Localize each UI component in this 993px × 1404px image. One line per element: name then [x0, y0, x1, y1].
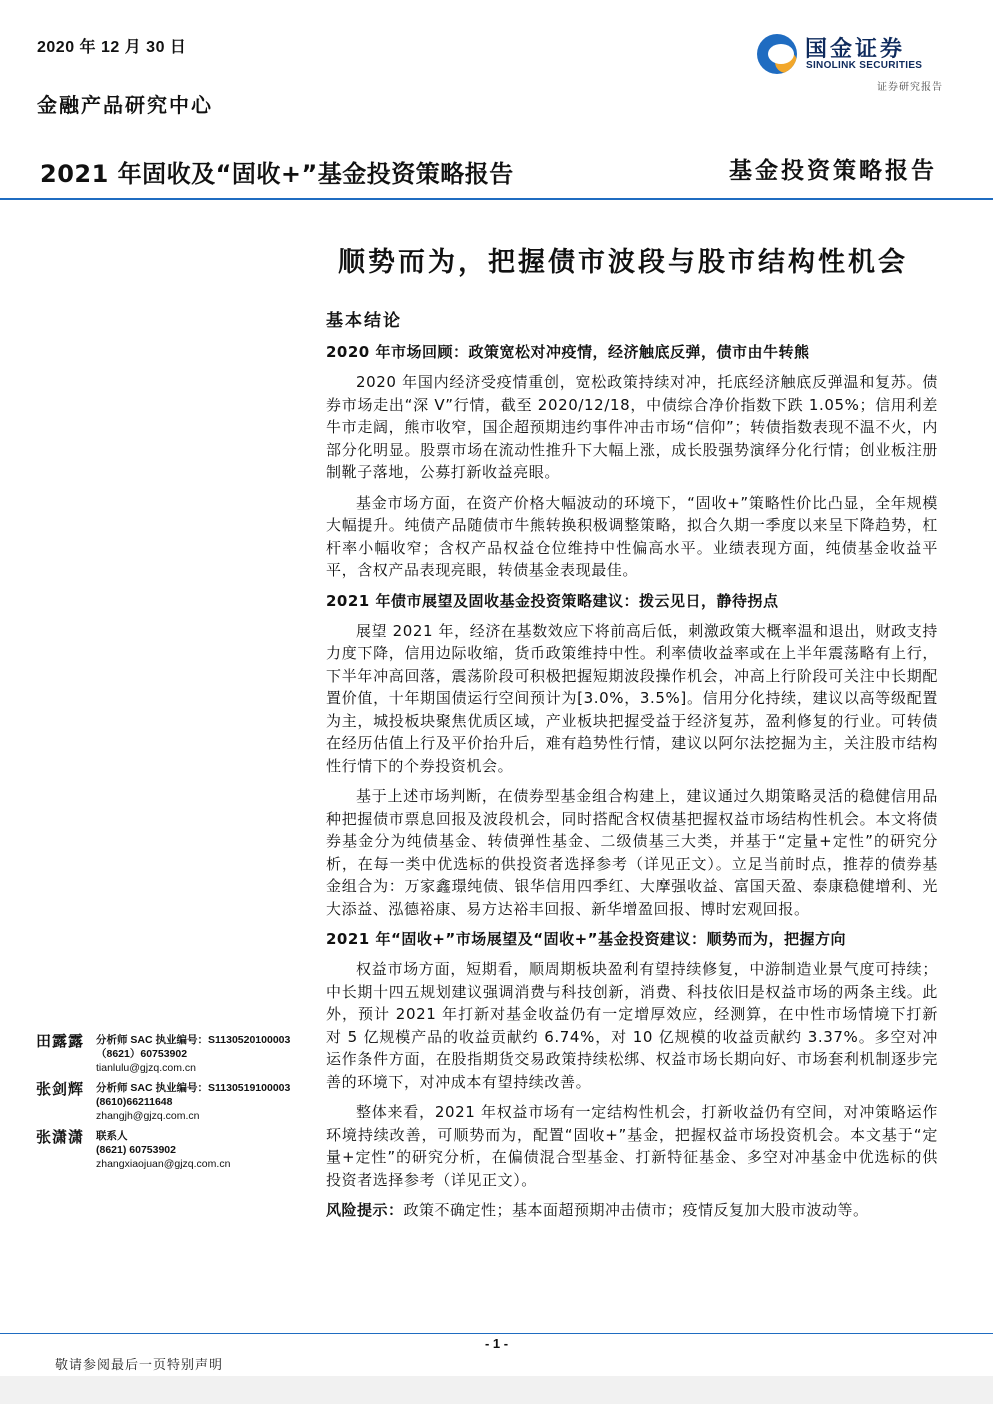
analyst-phone: (8621) 60753902 [96, 1144, 176, 1156]
analyst-phone: (8610)66211648 [96, 1096, 173, 1108]
subheading-bond-outlook: 2021 年债市展望及固收基金投资策略建议：拨云见日，静待拐点 [326, 591, 779, 610]
paragraph: 整体来看，2021 年权益市场有一定结构性机会，打新收益仍有空间，对冲策略运作环境持续改善，可顺势而为，配置“固收+”基金，把握权益市场投资机会。本文基于“定量+定性”的研究分析，在偏债混合型基金、打新特征基金、多空对冲基金中优选标的供投资者选择参考（详见正文）。 [326, 1103, 938, 1189]
paragraph: 基金市场方面，在资产价格大幅波动的环境下，“固收+”策略性价比凸显，全年规模大幅提升。纯债产品随债市牛熊转换积极调整策略，拟合久期一季度以来呈下降趋势，杠杆率小幅收窄；含权产品权益仓位维持中性偏高水平。业绩表现方面，纯债基金收益平平，含权产品表现亮眼，转债基金表现最佳。 [326, 493, 938, 579]
logo-english-name: SINOLINK SECURITIES [806, 60, 923, 71]
main-content [326, 306, 938, 1221]
subheading-fixed-income-plus: 2021 年“固收+”市场展望及“固收+”基金投资建议：顺势而为，把握方向 [326, 930, 847, 948]
report-type: 基金投资策略报告 [729, 158, 937, 184]
logo-subtitle: 证券研究报告 [877, 82, 943, 93]
analyst-email[interactable]: zhangxiaojuan@gjzq.com.cn [96, 1158, 231, 1170]
analyst-role: 联系人 [96, 1130, 128, 1142]
research-center: 金融产品研究中心 [37, 93, 213, 117]
paragraph: 2020 年国内经济受疫情重创，宽松政策持续对冲，托底经济触底反弹温和复苏。债券市场走出“深 V”行情，截至 2020/12/18，中债综合净价指数下跌 1.05%；信用利差牛市走阔，熊市收窄，国企超预期违约事件冲击市场“信仰”；转债指数表现不温不火，内部分化明显。股票市场在流动性推升下大幅上涨，成长股强势演绎分化行情；创业板注册制靴子落地，公募打新收益亮眼。 [326, 373, 938, 481]
analyst-email[interactable]: zhangjh@gjzq.com.cn [96, 1110, 200, 1122]
paragraph: 基于上述市场判断，在债券型基金组合构建上，建议通过久期策略灵活的稳健信用品种把握债市票息回报及波段机会，同时搭配含权债基把握权益市场结构性机会。本文将债券基金分为纯债基金、转债弹性基金、二级债基三大类，并基于“定量+定性”的研究分析，在每一类中优选标的供投资者选择参考（详见正文）。立足当前时点，推荐的债券基金组合为：万家鑫璟纯债、银华信用四季红、大摩强收益、富国天盈、泰康稳健增利、光大添益、泓德裕康、易方达裕丰回报、新华增盈回报、博时宏观回报。 [326, 787, 938, 918]
analyst-phone: （8621）60753902 [96, 1048, 188, 1060]
page-number: - 1 - [484, 1336, 509, 1351]
analyst-entry [36, 1126, 306, 1174]
risk-warning [326, 1199, 938, 1221]
logo-chinese-name: 国金证券 [805, 37, 906, 62]
analyst-credential: 分析师 SAC 执业编号：S1130520100003 [96, 1034, 291, 1046]
analyst-email[interactable]: tianlulu@gjzq.com.cn [96, 1062, 196, 1074]
paragraph: 展望 2021 年，经济在基数效应下将前高后低，刺激政策大概率温和退出，财政支持力度下降，信用边际收缩，货币政策维持中性。利率债收益率或在上半年震荡略有上行，下半年冲高回落，震荡阶段可积极把握短期波段操作机会，冲高上行阶段可关注中长期配置价值，十年期国债运行空间预计为[3.0%，3.5%]。信用分化持续，建议以高等级配置为主，城投板块聚焦优质区域，产业板块把握受益于经济复苏，盈利修复的行业。可转债在经历估值上行及平价抬升后，难有趋势性行情，建议以阿尔法挖掘为主，关注股市结构性行情下的个券投资机会。 [326, 621, 938, 775]
risk-label: 风险提示： [326, 1201, 404, 1219]
analyst-entry [36, 1078, 306, 1126]
footer-band [0, 1376, 993, 1404]
subheading-market-review: 2020 年市场回顾：政策宽松对冲疫情，经济触底反弹，债市由牛转熊 [326, 343, 810, 361]
analyst-name: 张剑辉 [36, 1080, 85, 1098]
section-title: 基本结论 [326, 311, 402, 331]
risk-text: 政策不确定性；基本面超预期冲击债市；疫情反复加大股市波动等。 [403, 1201, 869, 1219]
paragraph: 权益市场方面，短期看，顺周期板块盈利有望持续修复，中游制造业景气度可持续；中长期十四五规划建议强调消费与科技创新，消费、科技依旧是权益市场的两条主线。此外，预计 2021 年打新对基金收益仍有一定增厚效应，经测算，在中性市场情境下打新对 5 亿规模产品的收益贡献约 6.74%，对 10 亿规模的收益贡献约 3.37%。多空对冲运作条件方面，在股指期货交易政策持续松绑、权益市场长期向好、市场套利机制逐步完善的环境下，对冲成本有望持续改善。 [326, 960, 938, 1091]
footer-divider [0, 1333, 993, 1334]
company-logo [757, 34, 947, 94]
analyst-name: 张潇潇 [36, 1128, 85, 1146]
report-date: 2020 年 12 月 30 日 [37, 39, 187, 56]
analyst-entry [36, 1030, 306, 1078]
analyst-name: 田露露 [36, 1032, 85, 1050]
footer-disclaimer-note: 敬请参阅最后一页特别声明 [55, 1358, 224, 1373]
analyst-list [36, 1030, 306, 1174]
logo-mark-icon [757, 34, 797, 74]
headline: 顺势而为，把握债市波段与股市结构性机会 [338, 247, 908, 278]
report-title: 2021 年固收及“固收+”基金投资策略报告 [40, 160, 514, 188]
header-divider [0, 198, 993, 200]
analyst-credential: 分析师 SAC 执业编号：S1130519100003 [96, 1082, 291, 1094]
